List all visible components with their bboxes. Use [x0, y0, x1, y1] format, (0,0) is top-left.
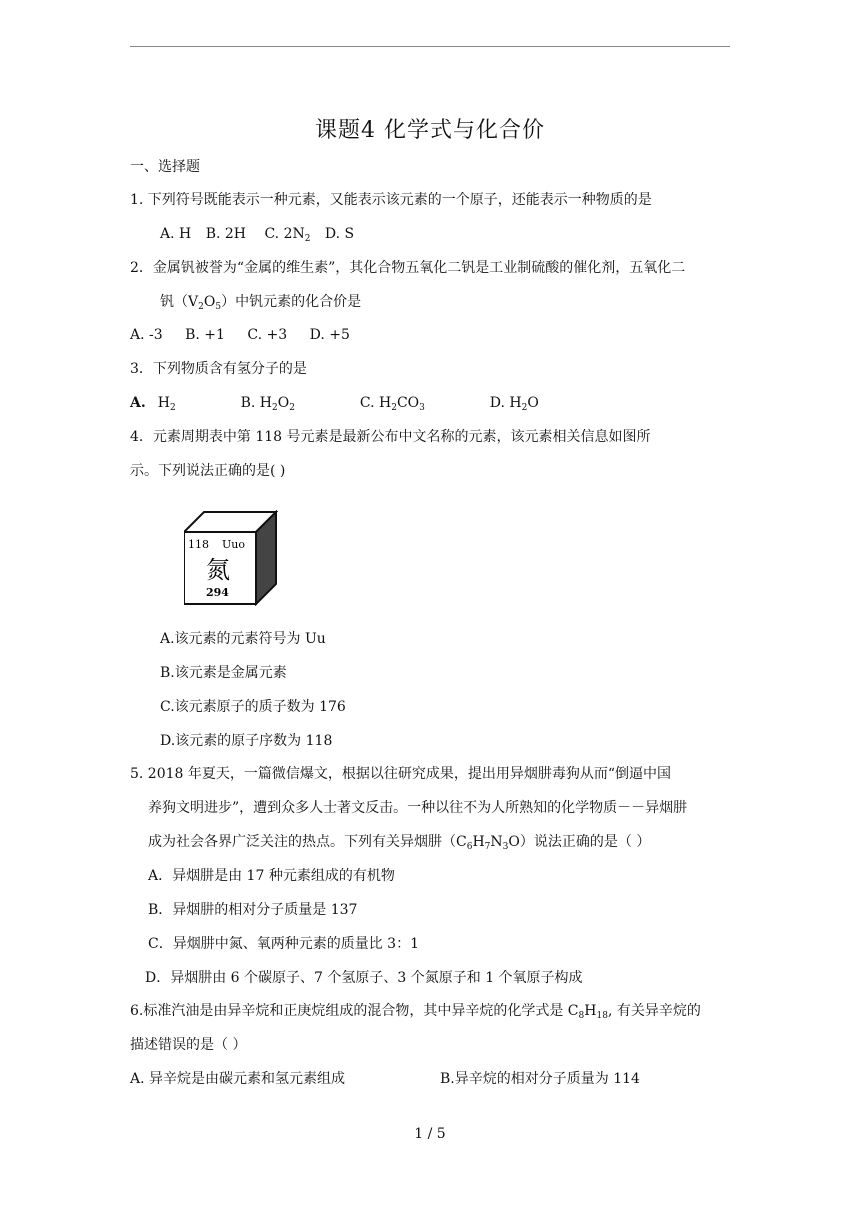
- q4-option-d: D.该元素的原子序数为 118: [160, 733, 333, 749]
- q5-l3-d: O）说法正确的是（ ）: [508, 834, 651, 850]
- q2-sub1: 2: [198, 302, 204, 312]
- q3-c-sub2: 3: [419, 403, 425, 413]
- q3-option-c-co: CO: [396, 395, 420, 411]
- q4-option-c: C.该元素原子的质子数为 176: [160, 699, 346, 715]
- question-4-stem-line2: 示。下列说法正确的是( ): [130, 463, 286, 479]
- question-6-line1: [130, 1001, 701, 1026]
- question-3-options: [130, 393, 539, 418]
- question-1-stem: 1. 下列符号既能表示一种元素，又能表示该元素的一个原子，还能表示一种物质的是: [130, 192, 652, 208]
- header-rule: [130, 46, 730, 47]
- q2-option-c: C. +3: [247, 327, 288, 343]
- question-6-line2: 描述错误的是（ ）: [130, 1037, 247, 1053]
- question-3-stem: 3．下列物质含有氢分子的是: [130, 361, 307, 377]
- question-2-stem-line1: 2．金属钒被誉为“金属的维生素”，其化合物五氧化二钒是工业制硫酸的催化剂，五氧化二: [130, 260, 686, 276]
- question-2-stem-line2: [160, 292, 361, 317]
- question-4-stem-line1: 4．元素周期表中第 118 号元素是最新公布中文名称的元素，该元素相关信息如图所: [130, 429, 651, 445]
- q5-option-a: A．异烟肼是由 17 种元素组成的有机物: [148, 868, 395, 884]
- q6-s2: 18: [596, 1011, 608, 1021]
- q5-s2: 7: [484, 842, 491, 852]
- q2-l2-a: 钒（V: [160, 294, 199, 310]
- q2-option-d: D. +5: [309, 327, 350, 343]
- q2-option-a: A. -3: [130, 327, 163, 343]
- q3-option-b-o: O: [277, 395, 290, 411]
- q1-option-b: B. 2H: [205, 226, 246, 242]
- q1-option-c-sub: 2: [304, 234, 311, 244]
- question-2-options: [130, 325, 350, 345]
- q2-option-b: B. +1: [185, 327, 225, 343]
- q1-option-a: A. H: [160, 226, 192, 242]
- q3-option-d: D. H: [489, 395, 522, 411]
- q3-a-sub: 2: [169, 403, 176, 413]
- q6-option-b: B.异辛烷的相对分子质量为 114: [440, 1071, 640, 1087]
- q4-option-a: A.该元素的元素符号为 Uu: [160, 631, 326, 647]
- element-number: 118: [188, 538, 209, 551]
- q2-l2-b: O: [203, 294, 216, 310]
- element-mass: 294: [206, 586, 229, 599]
- element-symbol: Uuo: [222, 538, 245, 551]
- q5-option-b: B．异烟肼的相对分子质量是 137: [148, 902, 358, 918]
- q6-l1-a: 6.标准汽油是由异辛烷和正庚烷组成的混合物，其中异辛烷的化学式是 C: [130, 1003, 579, 1019]
- q3-option-a-h: H: [157, 395, 170, 411]
- q2-sub2: 5: [215, 302, 222, 312]
- q6-option-a: A. 异辛烷是由碳元素和氢元素组成: [130, 1071, 346, 1087]
- q2-l2-c: ）中钒元素的化合价是: [221, 294, 362, 310]
- q5-l3-c: N: [490, 834, 503, 850]
- q5-s1: 6: [466, 842, 473, 852]
- q5-s3: 3: [502, 842, 509, 852]
- q4-option-b: B.该元素是金属元素: [160, 665, 287, 681]
- section-heading: 一、选择题: [130, 159, 200, 175]
- q3-option-c: C. H: [359, 395, 392, 411]
- q5-option-d: D．异烟肼由 6 个碳原子、7 个氢原子、3 个氮原子和 1 个氧原子构成: [145, 970, 583, 986]
- q1-option-c: C. 2N: [264, 226, 305, 242]
- q6-s1: 8: [578, 1011, 585, 1021]
- question-5-line2: 养狗文明进步”，遭到众多人士著文反击。一种以往不为人所熟知的化学物质－－异烟肼: [148, 800, 688, 816]
- question-1-options: [160, 224, 354, 249]
- question-5-line3: [148, 832, 650, 857]
- q5-option-c: C．异烟肼中氮、氧两种元素的质量比 3：1: [148, 936, 419, 952]
- q5-l3-a: 成为社会各界广泛关注的热点。下列有关异烟肼（C: [148, 834, 467, 850]
- element-cube-drawing: [184, 510, 278, 606]
- q5-l3-b: H: [472, 834, 485, 850]
- q6-l1-b: H: [584, 1003, 597, 1019]
- q3-option-d-o: O: [527, 395, 539, 411]
- q3-option-b: B. H: [240, 395, 273, 411]
- q3-c-sub1: 2: [391, 403, 397, 413]
- q1-option-d: D. S: [324, 226, 355, 242]
- q6-l1-c: , 有关异辛烷的: [607, 1003, 701, 1019]
- page-title: 课题4 化学式与化合价: [315, 118, 545, 143]
- q3-option-a-label: A.: [130, 395, 146, 411]
- page-number: 1 / 5: [414, 1126, 446, 1142]
- q3-b-sub1: 2: [272, 403, 278, 413]
- element-name: 氮: [206, 556, 230, 584]
- question-5-line1: 5. 2018 年夏天，一篇微信爆文，根据以往研究成果，提出用异烟肼毒狗从而“倒逼中国: [130, 766, 672, 782]
- q3-d-sub: 2: [521, 403, 528, 413]
- element-cube-figure: [184, 510, 278, 610]
- q3-b-sub2: 2: [289, 403, 295, 413]
